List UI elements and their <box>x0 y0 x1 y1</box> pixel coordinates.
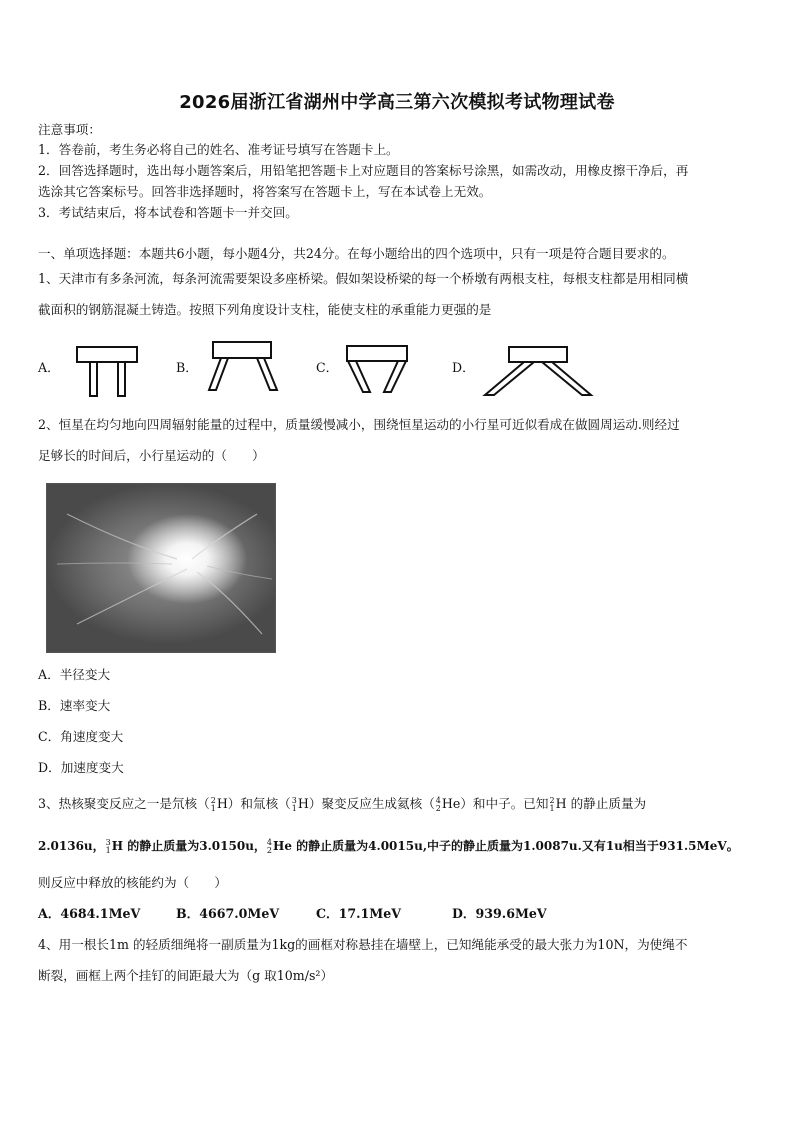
q4-stem-line1: 4、用一根长1m 的轻质细绳将一副质量为1kg的画框对称悬挂在墙壁上，已知绳能承受的最大张力为10N，为使绳不 <box>38 937 688 952</box>
pillar-figure-c <box>344 345 410 395</box>
q2-stem-line2: 足够长的时间后，小行星运动的（ ） <box>38 448 265 463</box>
q2-option-a: A．半径变大 <box>38 667 111 682</box>
pillar-figure-a <box>76 346 140 398</box>
q1-stem-line2: 截面积的钢筋混凝土铸造。按照下列角度设计支柱，能使支柱的承重能力更强的是 <box>38 302 492 317</box>
notice-item-3: 3．考试结束后，将本试卷和答题卡一并交回。 <box>38 205 298 220</box>
star-photo <box>46 483 276 653</box>
q1-option-a-label: A． <box>38 360 60 375</box>
notice-item-2-cont: 选涂其它答案标号。回答非选择题时，将答案写在答题卡上，写在本试卷上无效。 <box>38 184 492 199</box>
q2-option-c: C．角速度变大 <box>38 729 124 744</box>
q4-stem-line2: 断裂，画框上两个挂钉的间距最大为（g 取10m/s²） <box>38 968 334 983</box>
q2-option-b: B．速率变大 <box>38 698 111 713</box>
notice-item-2: 2．回答选择题时，选出每小题答案后，用铅笔把答题卡上对应题目的答案标号涂黑，如需改动，用橡皮擦干净后，再 <box>38 163 689 178</box>
q1-option-c-label: C． <box>316 360 339 375</box>
q1-option-b-label: B． <box>176 360 198 375</box>
q3-option-a: A．4684.1MeV <box>38 906 141 921</box>
section-heading: 一、单项选择题：本题共6小题，每小题4分，共24分。在每小题给出的四个选项中，只有一项是符合题目要求的。 <box>38 246 675 261</box>
page-title: 2026届浙江省湖州中学高三第六次模拟考试物理试卷 <box>179 92 615 113</box>
q2-option-d: D．加速度变大 <box>38 760 124 775</box>
q2-stem-line1: 2、恒星在均匀地向四周辐射能量的过程中，质量缓慢减小，围绕恒星运动的小行星可近似看成在做圆周运动.则经过 <box>38 417 680 432</box>
q3-option-d: D．939.6MeV <box>452 906 547 921</box>
q3-option-c: C．17.1MeV <box>316 906 402 921</box>
q3-option-b: B．4667.0MeV <box>176 906 280 921</box>
notice-item-1: 1．答卷前，考生务必将自己的姓名、准考证号填写在答题卡上。 <box>38 142 399 157</box>
q3-stem-line2: 2.0136u， 3 1 H 的静止质量为3.0150u， 4 2 He 的静止质量为4.0015u,中子的静止质量为1.0087u.又有1u相当于931.5MeV。 <box>38 837 739 855</box>
pillar-figure-d <box>484 346 594 398</box>
notice-heading: 注意事项： <box>38 122 101 137</box>
q1-option-d-label: D． <box>452 360 475 375</box>
q1-stem-line1: 1、天津市有多条河流，每条河流需要架设多座桥梁。假如架设桥梁的每一个桥墩有两根支柱，每根支柱都是用相同横 <box>38 271 689 286</box>
q3-stem-line1: 3、热核聚变反应之一是氘核（ 2 1 H）和氚核（ 3 1 H）聚变反应生成氦核（ 4 2 He）和中子。已知 2 1 H 的静止质量为 <box>38 795 647 813</box>
q3-stem-line3: 则反应中释放的核能约为（ ） <box>38 875 227 890</box>
pillar-figure-b <box>207 341 279 393</box>
